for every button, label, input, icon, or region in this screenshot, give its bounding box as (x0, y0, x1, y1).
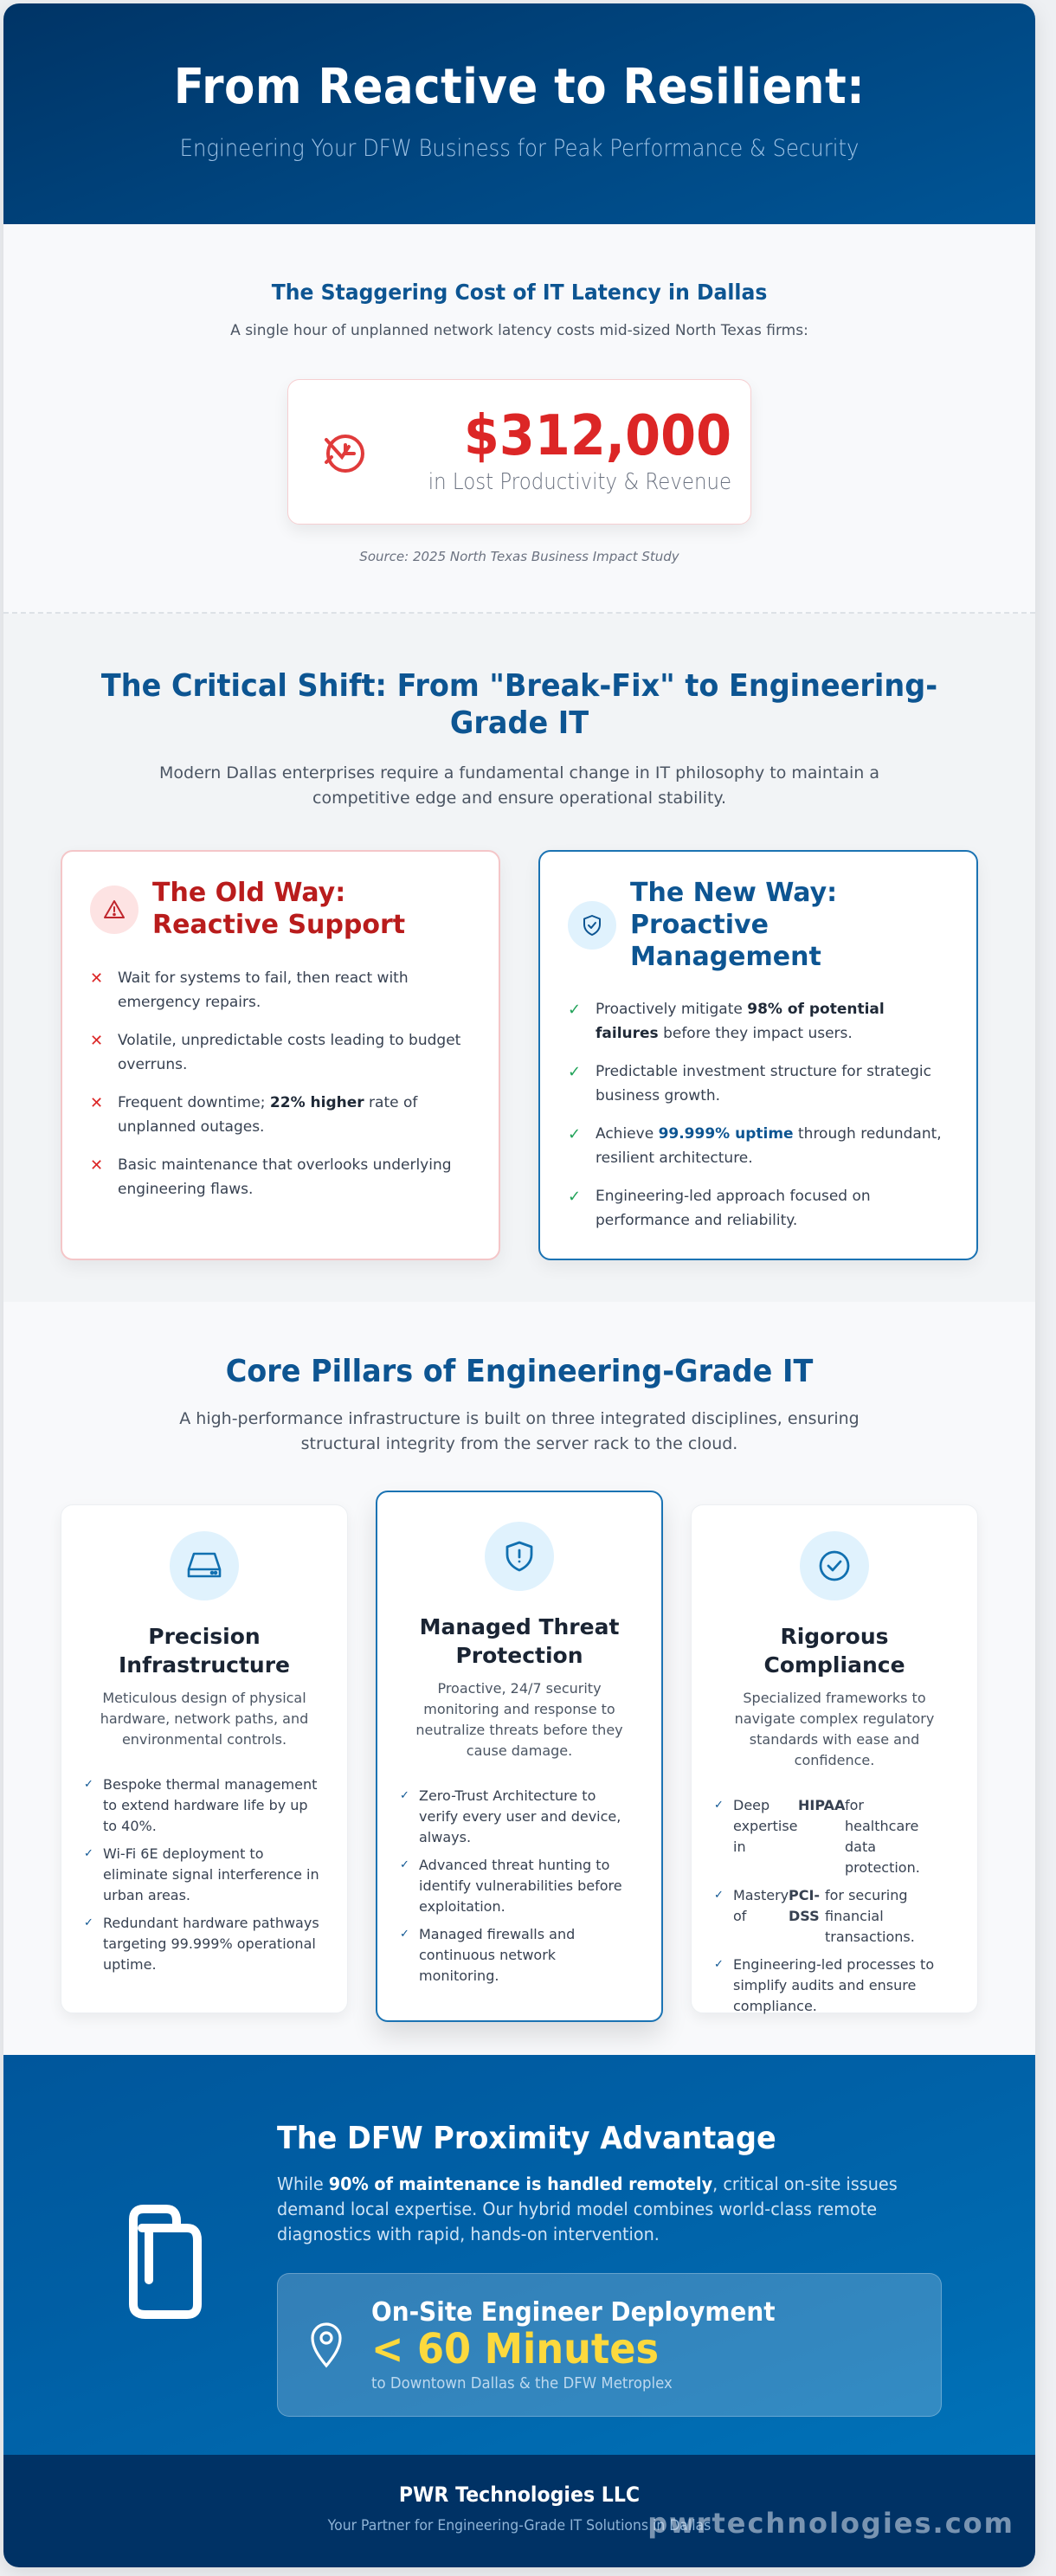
pillar-desc: Proactive, 24/7 security monitoring and response to neutralize threats before they cause damage. (415, 1680, 623, 1759)
pillar-list (400, 1786, 639, 1987)
hero-header (3, 3, 1035, 224)
list-item: ✓ Wi-Fi 6E deployment to eliminate signal interference in urban areas. (84, 1844, 325, 1906)
new-way-card (538, 850, 978, 1260)
list-item: ✓ Redundant hardware pathways targeting 99.999% operational uptime. (84, 1913, 325, 1975)
footer (3, 2455, 1035, 2567)
check-mark-icon: ✓ (568, 1001, 582, 1020)
company-name: PWR Technologies LLC (398, 2483, 641, 2507)
x-mark-icon: ✕ (90, 1156, 104, 1175)
deployment-stat-card (277, 2273, 942, 2417)
pillar-desc: Meticulous design of physical hardware, network paths, and environmental controls. (100, 1690, 309, 1748)
cost-amount-caption: in Lost Productivity & Revenue (428, 469, 732, 495)
check-icon: ✓ (714, 1889, 724, 1902)
list-item: ✓ Advanced threat hunting to identify vulnerabilities before exploitation. (400, 1855, 639, 1917)
list-item: ✕ Frequent downtime; 22% higher rate of unplanned outages. (90, 1091, 471, 1139)
list-item: ✓ Proactively mitigate 98% of potential failures before they impact users. (568, 997, 949, 1046)
check-mark-icon: ✓ (568, 1188, 582, 1207)
shift-lead: Modern Dallas enterprises require a fundamental change in IT philosophy to maintain a competitive edge and ensure operational stability. (159, 763, 879, 808)
old-way-list (90, 966, 471, 1201)
check-icon: ✓ (400, 1858, 409, 1871)
old-way-card (61, 850, 500, 1260)
list-item: ✓ Managed firewalls and continuous network monitoring. (400, 1924, 639, 1987)
pillar-card-threat-protection (376, 1491, 663, 2022)
new-way-title: The New Way: Proactive Management (630, 878, 838, 972)
cost-stat-card (287, 379, 751, 525)
check-icon: ✓ (84, 1916, 93, 1929)
cost-lead: A single hour of unplanned network latency costs mid-sized North Texas firms: (230, 322, 808, 339)
check-icon: ✓ (84, 1847, 93, 1860)
check-icon: ✓ (400, 1789, 409, 1802)
cost-amount: $312,000 (463, 404, 732, 468)
check-icon: ✓ (714, 1799, 724, 1812)
warning-triangle-icon (90, 886, 138, 934)
check-icon: ✓ (400, 1928, 409, 1941)
deployment-label: On-Site Engineer Deployment (371, 2296, 776, 2328)
check-icon: ✓ (714, 1958, 724, 1971)
pillars-lead: A high-performance infrastructure is built on three integrated disciplines, ensuring structural integrity from the server rack to the cloud. (179, 1409, 860, 1453)
proximity-section (3, 2055, 1035, 2455)
proximity-text: While 90% of maintenance is handled remotely, critical on-site issues demand local expertise. Our hybrid model combines world-class remote diagnostics with rapid, hands-on intervention. (277, 2174, 898, 2244)
list-item: ✓ Achieve 99.999% uptime through redundant, resilient architecture. (568, 1122, 949, 1170)
deployment-value: < 60 Minutes (371, 2324, 660, 2373)
list-item: ✕ Wait for systems to fail, then react with emergency repairs. (90, 966, 471, 1014)
pillar-desc: Specialized frameworks to navigate complex regulatory standards with ease and confidence. (734, 1690, 935, 1768)
page-title: From Reactive to Resilient: (173, 59, 866, 115)
proximity-title: The DFW Proximity Advantage (277, 2121, 776, 2156)
cost-section (3, 224, 1035, 614)
list-item: ✓ Predictable investment structure for strategic business growth. (568, 1059, 949, 1108)
list-item: ✓ Deep expertise in HIPAA for healthcare data protection. (714, 1795, 955, 1878)
shield-check-icon (568, 901, 616, 950)
old-way-title: The Old Way: Reactive Support (152, 878, 406, 940)
cost-source: Source: 2025 North Texas Business Impact Study (359, 549, 679, 564)
list-item: ✓ Zero-Trust Architecture to verify every user and device, always. (400, 1786, 639, 1848)
infographic-page (3, 3, 1035, 2567)
pillars-title: Core Pillars of Engineering-Grade IT (225, 1354, 814, 1389)
new-way-list (568, 997, 949, 1233)
server-drive-icon (170, 1531, 239, 1600)
x-mark-icon: ✕ (90, 1093, 104, 1112)
x-mark-icon: ✕ (90, 969, 104, 988)
map-pin-icon (307, 2321, 345, 2369)
shield-alert-icon (485, 1522, 554, 1591)
list-item: ✓ Engineering-led processes to simplify audits and ensure compliance. (714, 1955, 955, 2017)
cost-title: The Staggering Cost of IT Latency in Dallas (271, 280, 768, 305)
pillar-list (714, 1795, 955, 2017)
list-item: ✓ Bespoke thermal management to extend hardware life by up to 40%. (84, 1774, 325, 1837)
list-item: ✓ Engineering-led approach focused on performance and reliability. (568, 1184, 949, 1233)
pillar-title: Rigorous Compliance (763, 1624, 905, 1678)
list-item: ✓ Mastery of PCI-DSS for securing financial transactions. (714, 1885, 955, 1948)
list-item: ✕ Volatile, unpredictable costs leading to budget overruns. (90, 1028, 471, 1077)
pillar-list (84, 1774, 325, 1975)
pillar-card-infrastructure (61, 1504, 348, 2013)
check-circle-icon (800, 1531, 869, 1600)
pillar-title: Managed Threat Protection (419, 1614, 620, 1668)
truck-icon (125, 2202, 211, 2323)
clock-loss-icon (319, 426, 368, 478)
pillar-title: Precision Infrastructure (119, 1624, 290, 1678)
company-tagline: Your Partner for Engineering-Grade IT Solutions in Dallas (327, 2517, 712, 2534)
page-subtitle: Engineering Your DFW Business for Peak Performance & Security (179, 134, 860, 162)
check-mark-icon: ✓ (568, 1063, 582, 1082)
x-mark-icon: ✕ (90, 1031, 104, 1050)
check-icon: ✓ (84, 1778, 93, 1791)
website-watermark: pwrtechnologies.com (647, 2507, 1014, 2540)
shift-section (3, 614, 1035, 1302)
check-mark-icon: ✓ (568, 1125, 582, 1144)
deployment-caption: to Downtown Dallas & the DFW Metroplex (371, 2374, 673, 2393)
pillar-card-compliance (691, 1504, 978, 2013)
pillars-section (3, 1302, 1035, 2055)
shift-title: The Critical Shift: From "Break-Fix" to Engineering-Grade IT (100, 668, 938, 742)
list-item: ✕ Basic maintenance that overlooks underlying engineering flaws. (90, 1153, 471, 1201)
